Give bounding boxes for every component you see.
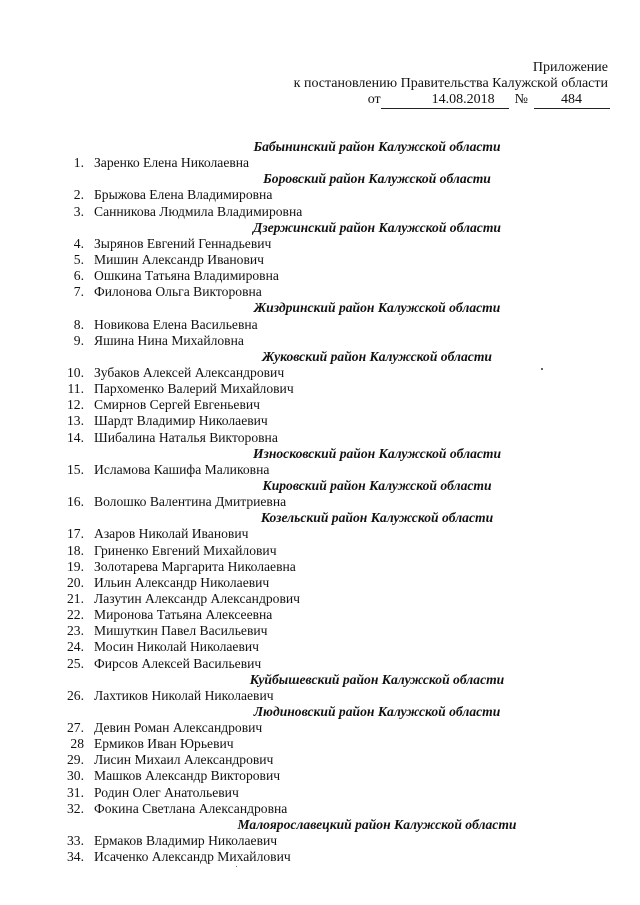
scan-speck	[541, 368, 543, 370]
list-item	[62, 430, 582, 446]
decree-number: 484	[534, 92, 610, 109]
person-name: Лазутин Александр Александрович	[94, 590, 300, 606]
item-number: 5.	[73, 251, 84, 267]
person-name: Родин Олег Анатольевич	[94, 784, 239, 800]
list-item	[62, 413, 582, 429]
item-number: 34.	[67, 849, 84, 865]
item-number: 30.	[67, 768, 84, 784]
list-item	[62, 526, 582, 542]
list-item	[62, 155, 582, 171]
list-item	[62, 849, 582, 865]
list-item	[62, 204, 582, 220]
person-name: Лахтиков Николай Николаевич	[94, 687, 274, 703]
person-name: Фирсов Алексей Васильевич	[94, 655, 262, 671]
appendix-label: Приложение	[532, 60, 608, 75]
person-name: Заренко Елена Николаевна	[94, 155, 250, 171]
person-name: Мосин Николай Николаевич	[94, 639, 259, 655]
item-number: 4.	[73, 235, 84, 251]
list-item	[62, 591, 582, 607]
district-heading: Жуковский район Калужской области	[262, 348, 492, 364]
person-name: Фокина Светлана Александровна	[94, 800, 288, 816]
item-number: 21.	[67, 590, 84, 606]
person-name: Ильин Александр Николаевич	[94, 574, 270, 590]
district-heading: Куйбышевский район Калужской области	[249, 671, 505, 687]
list-item	[62, 252, 582, 268]
person-name: Волошко Валентина Дмитриевна	[94, 494, 287, 510]
person-name: Исаченко Александр Михайлович	[94, 849, 291, 865]
person-name: Смирнов Сергей Евгеньевич	[94, 397, 260, 413]
list-item	[62, 607, 582, 623]
person-name: Мишин Александр Иванович	[94, 251, 264, 267]
list-item	[62, 187, 582, 203]
district-heading: Кировский район Калужской области	[262, 477, 492, 493]
item-number: 7.	[73, 284, 84, 300]
person-name: Пархоменко Валерий Михайлович	[94, 381, 294, 397]
item-number: 2.	[73, 187, 84, 203]
item-number: 31.	[67, 784, 84, 800]
list-item	[62, 284, 582, 300]
list-item	[62, 801, 582, 817]
list-item	[62, 575, 582, 591]
person-name: Ермиков Иван Юрьевич	[94, 736, 234, 752]
person-name: Исламова Кашифа Маликовна	[94, 461, 270, 477]
person-name: Ермаков Владимир Николаевич	[94, 833, 278, 849]
person-name: Зырянов Евгений Геннадьевич	[94, 235, 272, 251]
item-number: 16.	[67, 494, 84, 510]
list-item	[62, 833, 582, 849]
district-heading: Жиздринский район Калужской области	[253, 300, 501, 316]
number-label: №	[514, 92, 528, 107]
person-name: Золотарева Маргарита Николаевна	[94, 558, 296, 574]
list-item	[62, 785, 582, 801]
district-heading: Боровский район Калужской области	[263, 171, 491, 187]
district-heading: Людиновский район Калужской области	[253, 703, 501, 719]
person-name: Девин Роман Александрович	[94, 720, 263, 736]
person-name: Брыжова Елена Владимировна	[94, 187, 273, 203]
person-name: Миронова Татьяна Алексеевна	[94, 607, 273, 623]
person-name: Филонова Ольга Викторовна	[94, 284, 262, 300]
item-number: 25.	[67, 655, 84, 671]
item-number: 8.	[73, 316, 84, 332]
person-name: Яшина Нина Михайловна	[94, 332, 244, 348]
item-number: 15.	[67, 461, 84, 477]
item-number: 13.	[67, 413, 84, 429]
item-number: 12.	[67, 397, 84, 413]
list-item	[62, 397, 582, 413]
item-number: 18.	[67, 542, 84, 558]
list-item	[62, 623, 582, 639]
item-number: 22.	[67, 607, 84, 623]
list-item	[62, 543, 582, 559]
item-number: 17.	[67, 526, 84, 542]
list-item	[62, 752, 582, 768]
decree-date-line	[368, 92, 610, 109]
person-name: Зубаков Алексей Александрович	[94, 364, 285, 380]
item-number: 19.	[67, 558, 84, 574]
district-heading: Дзержинский район Калужской области	[253, 219, 501, 235]
item-number: 23.	[67, 623, 84, 639]
item-number: 20.	[67, 574, 84, 590]
list-item	[62, 381, 582, 397]
person-name: Новикова Елена Васильевна	[94, 316, 258, 332]
list-item	[62, 736, 582, 752]
list-item	[62, 656, 582, 672]
item-number: 33.	[67, 833, 84, 849]
item-number: 28	[70, 736, 84, 752]
list-item	[62, 639, 582, 655]
district-heading: Козельский район Калужской области	[260, 510, 494, 526]
list-item	[62, 333, 582, 349]
item-number: 27.	[67, 720, 84, 736]
item-number: 29.	[67, 752, 84, 768]
person-name: Шибалина Наталья Викторовна	[94, 429, 278, 445]
item-number: 24.	[67, 639, 84, 655]
list-item	[62, 317, 582, 333]
item-number: 14.	[67, 429, 84, 445]
list-item	[62, 559, 582, 575]
nominee-list	[62, 139, 582, 865]
list-item	[62, 688, 582, 704]
list-item	[62, 268, 582, 284]
person-name: Шардт Владимир Николаевич	[94, 413, 268, 429]
person-name: Гриненко Евгений Михайлович	[94, 542, 277, 558]
list-item	[62, 236, 582, 252]
person-name: Лисин Михаил Александрович	[94, 752, 274, 768]
person-name: Машков Александр Викторович	[94, 768, 281, 784]
list-item	[62, 720, 582, 736]
item-number: 3.	[73, 203, 84, 219]
scan-speck	[236, 866, 237, 867]
item-number: 32.	[67, 800, 84, 816]
district-heading: Износковский район Калужской области	[252, 445, 502, 461]
item-number: 1.	[73, 155, 84, 171]
person-name: Азаров Николай Иванович	[94, 526, 249, 542]
decree-reference: к постановлению Правительства Калужской области	[293, 76, 608, 91]
item-number: 11.	[67, 381, 84, 397]
list-item	[62, 462, 582, 478]
person-name: Санникова Людмила Владимировна	[94, 203, 303, 219]
item-number: 10.	[67, 364, 84, 380]
decree-date: 14.08.2018	[381, 92, 509, 109]
person-name: Мишуткин Павел Васильевич	[94, 623, 268, 639]
list-item	[62, 494, 582, 510]
district-heading: Бабынинский район Калужской области	[253, 139, 501, 154]
person-name: Ошкина Татьяна Владимировна	[94, 268, 279, 284]
list-item	[62, 365, 582, 381]
item-number: 9.	[73, 332, 84, 348]
item-number: 6.	[73, 268, 84, 284]
from-label: от	[367, 92, 381, 107]
list-item	[62, 768, 582, 784]
district-heading: Малоярославецкий район Калужской области	[237, 816, 517, 832]
item-number: 26.	[67, 687, 84, 703]
